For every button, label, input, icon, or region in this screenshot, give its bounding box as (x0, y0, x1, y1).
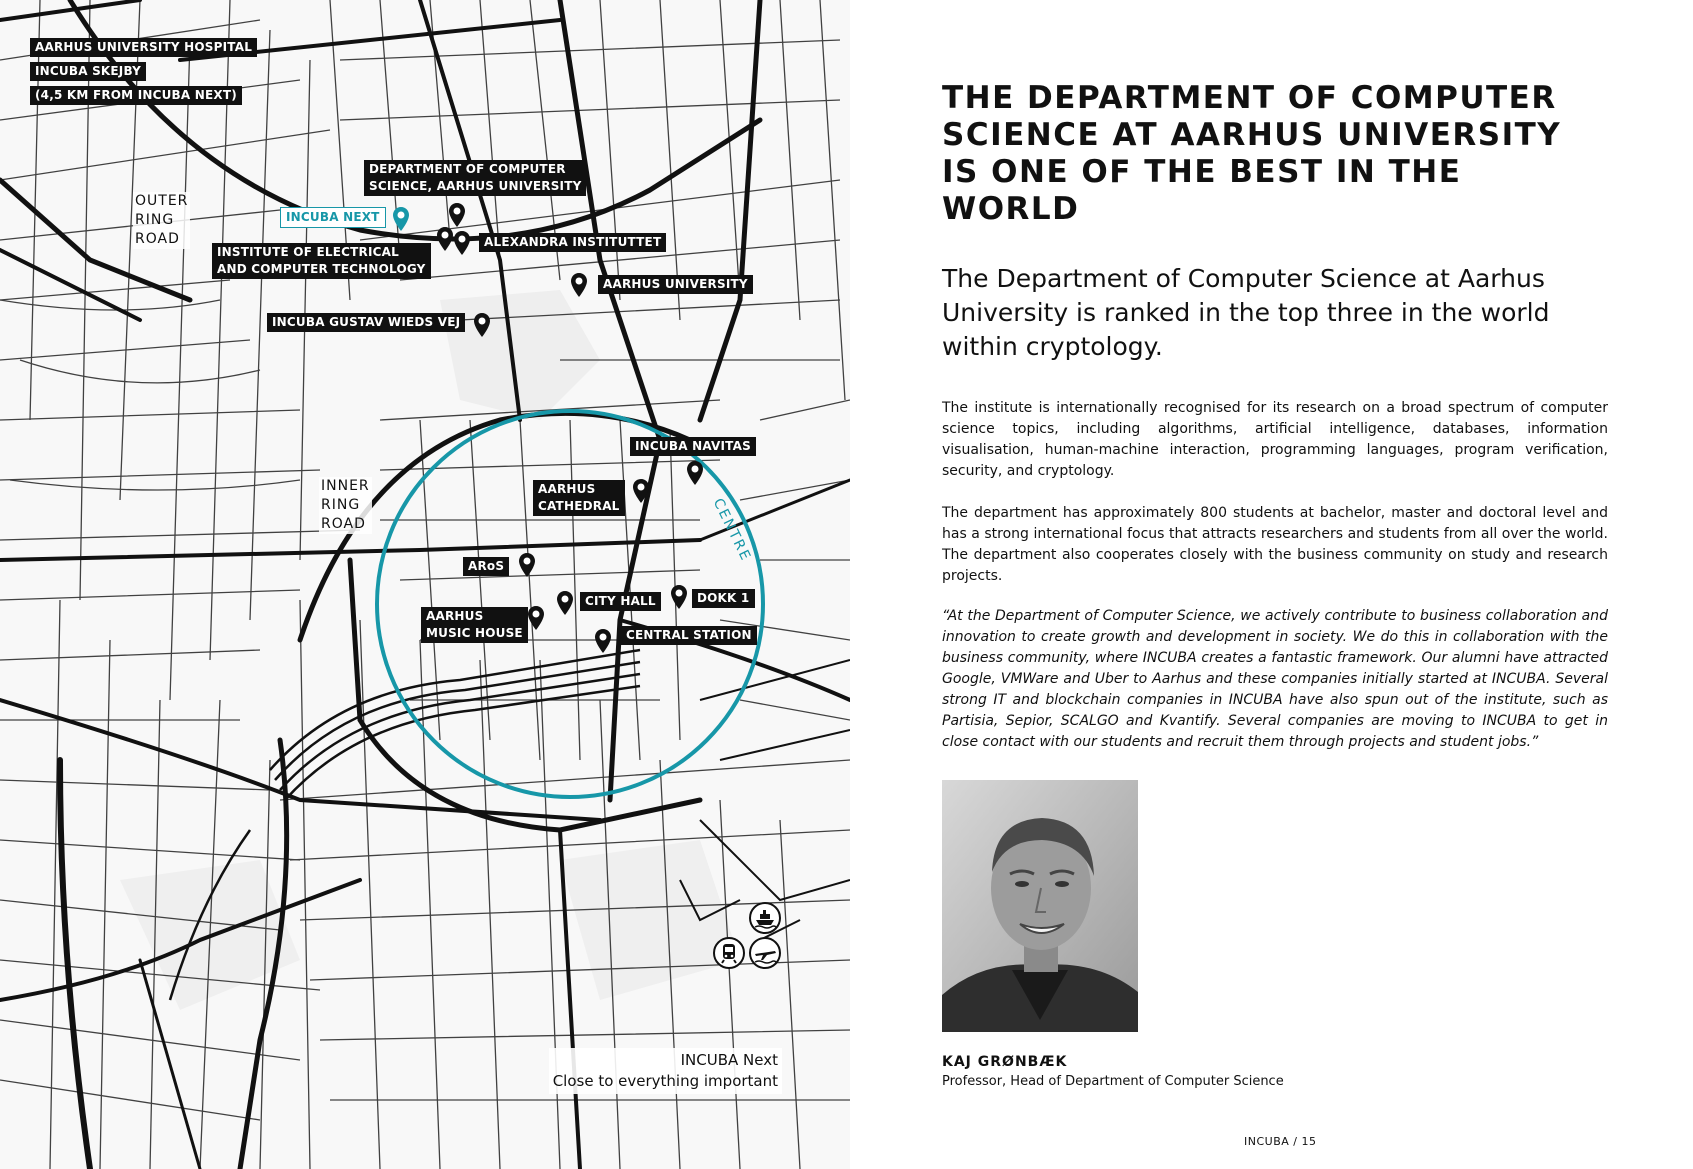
label-city-hall: CITY HALL (580, 592, 661, 611)
label-alexandra-instituttet: ALEXANDRA INSTITUTTET (479, 233, 666, 252)
map-pin-icon (448, 202, 466, 228)
article-headline: THE DEPARTMENT OF COMPUTER SCIENCE AT AARHUS UNIVERSITY IS ONE OF THE BEST IN THE WORLD (942, 80, 1562, 227)
page-number: INCUBA / 15 (1244, 1135, 1317, 1148)
ferry-icon (749, 902, 781, 934)
map-pin-icon (686, 460, 704, 486)
map-pin-icon (527, 605, 545, 631)
map-pin-icon-incuba-next (392, 206, 410, 232)
label-aarhus-cathedral: AARHUS CATHEDRAL (533, 480, 625, 516)
outer-ring-road-label: OUTER RING ROAD (135, 193, 189, 247)
article-intro: The Department of Computer Science at Aarhus University is ranked in the top three in the world within cryptology. (942, 264, 1550, 361)
label-incuba-gustav-wieds-vej: INCUBA GUSTAV WIEDS VEJ (267, 313, 465, 332)
map-pin-icon (436, 226, 454, 252)
map-pin-icon (473, 312, 491, 338)
person-name: KAJ GRØNBÆK (942, 1054, 1068, 1070)
portrait-illustration (942, 780, 1138, 1032)
label-central-station: CENTRAL STATION (621, 626, 757, 645)
map-pin-icon (570, 272, 588, 298)
map-pin-icon (556, 590, 574, 616)
label-distance-note: (4,5 KM FROM INCUBA NEXT) (30, 86, 242, 105)
person-role: Professor, Head of Department of Computer Science (942, 1074, 1284, 1089)
map-pin-icon (453, 230, 471, 256)
label-incuba-next: INCUBA NEXT (280, 207, 386, 228)
map-caption (549, 1048, 782, 1094)
label-department-of-computer-science: DEPARTMENT OF COMPUTER SCIENCE, AARHUS UNIVERSITY (364, 160, 586, 196)
map-pin-icon (670, 584, 688, 610)
label-aarhus-university-hospital: AARHUS UNIVERSITY HOSPITAL (30, 38, 257, 57)
centre-label: CENTRE (709, 496, 754, 565)
label-institute-electrical-computer-technology: INSTITUTE OF ELECTRICAL AND COMPUTER TECHNOLOGY (212, 243, 431, 279)
portrait-photo (942, 780, 1138, 1032)
article-paragraph: The institute is internationally recognised for its research on a broad spectrum of computer science topics, including algorithms, artificial intelligence, databases, information visualisation, human-machine interaction, programming languages, program verification, security, and cryptology. (942, 400, 1608, 479)
label-aarhus-university: AARHUS UNIVERSITY (598, 275, 753, 294)
article-quote: “At the Department of Computer Science, we actively contribute to business collaboration and innovation to create growth and development in society. We do this in collaboration with the business community, where INCUBA creates a fantastic framework. Our alumni have attracted Google, VMWare and Uber to Aarhus and these companies initially started at INCUBA. Several strong IT and blockchain companies in INCUBA have also spun out of the institute, such as Partisia, Sepior, SCALGO and Kvantify. Several companies are moving to INCUBA to get in close contact with our students and recruit them through projects and student jobs.” (942, 608, 1608, 750)
map-pin-icon (632, 478, 650, 504)
label-dokk1: DOKK 1 (692, 589, 755, 608)
article-paragraph: The department has approximately 800 students at bachelor, master and doctoral level and has a strong international focus that attracts researchers and students from all over the world. The department also cooperates closely with the business community on study and research projects. (942, 505, 1608, 584)
label-aros: ARoS (463, 557, 509, 576)
map-pin-icon (594, 628, 612, 654)
article (942, 80, 1608, 753)
label-aarhus-music-house: AARHUS MUSIC HOUSE (421, 607, 528, 643)
inner-ring-road-label: INNER RING ROAD (321, 478, 370, 532)
label-incuba-navitas: INCUBA NAVITAS (630, 437, 756, 456)
airport-icon (749, 937, 781, 969)
map-caption-title: INCUBA Next (680, 1051, 778, 1069)
map-pin-icon (518, 552, 536, 578)
label-incuba-skejby: INCUBA SKEJBY (30, 62, 146, 81)
map-caption-subtitle: Close to everything important (552, 1072, 778, 1090)
train-icon (713, 937, 745, 969)
